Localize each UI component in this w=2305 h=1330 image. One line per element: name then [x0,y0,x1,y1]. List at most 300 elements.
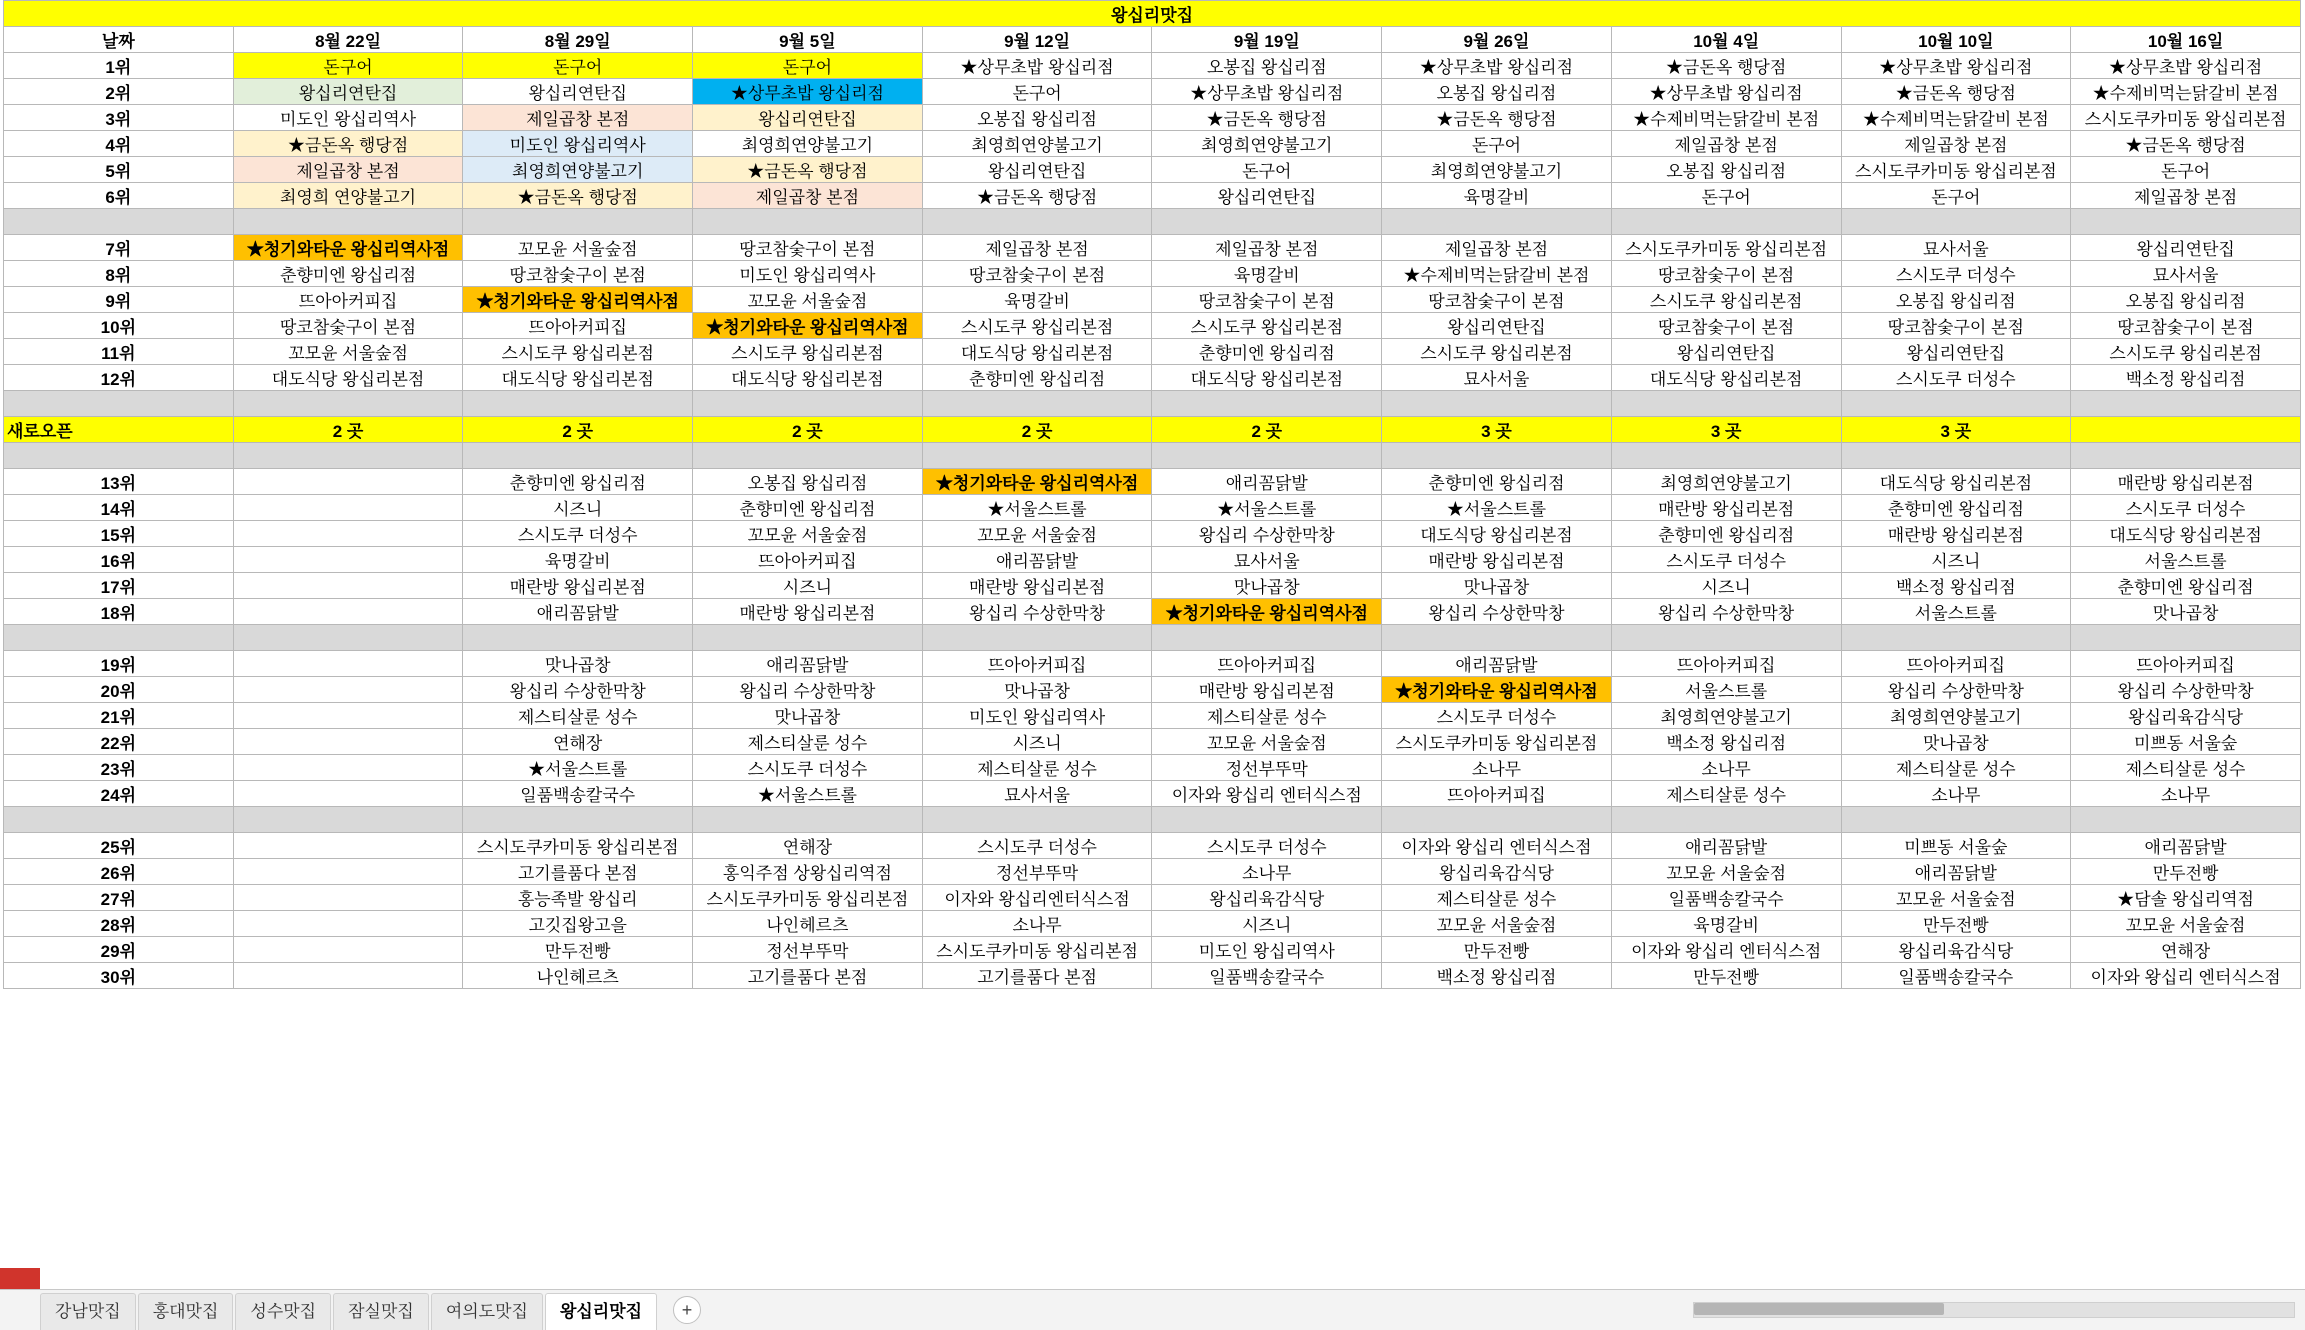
restaurant-cell[interactable]: 춘향미엔 왕십리점 [922,365,1152,391]
restaurant-cell[interactable]: 최영희연양불고기 [1611,469,1841,495]
header-date-5[interactable]: 9월 19일 [1152,27,1382,53]
restaurant-cell[interactable]: ★수제비먹는닭갈비 본점 [2071,79,2301,105]
header-date-3[interactable]: 9월 5일 [693,27,923,53]
restaurant-cell[interactable]: ★상무초밥 왕십리점 [2071,53,2301,79]
restaurant-cell[interactable]: 애리꼼닭발 [1152,469,1382,495]
header-date-6[interactable]: 9월 26일 [1382,27,1612,53]
restaurant-cell[interactable]: 소나무 [1152,859,1382,885]
new-open-count-1[interactable]: 2 곳 [233,417,463,443]
restaurant-cell[interactable] [233,547,463,573]
restaurant-cell[interactable]: 매란방 왕십리본점 [1382,547,1612,573]
restaurant-cell[interactable]: 스시도쿠 더성수 [1841,365,2071,391]
header-date-2[interactable]: 8월 29일 [463,27,693,53]
restaurant-cell[interactable]: 애리꼼닭발 [1611,833,1841,859]
new-open-count-9[interactable] [2071,417,2301,443]
restaurant-cell[interactable]: 제일곱창 본점 [2071,183,2301,209]
restaurant-cell[interactable]: 왕십리연탄집 [922,157,1152,183]
restaurant-cell[interactable]: 오봉집 왕십리점 [1611,157,1841,183]
restaurant-cell[interactable]: 맛나곱창 [2071,599,2301,625]
restaurant-cell[interactable]: 춘향미엔 왕십리점 [693,495,923,521]
sheet-tab-6[interactable]: 왕십리맛집 [545,1293,657,1330]
restaurant-cell[interactable]: 스시도쿠 왕십리본점 [463,339,693,365]
restaurant-cell[interactable] [233,833,463,859]
restaurant-cell[interactable]: 왕십리 수상한막창 [1611,599,1841,625]
restaurant-cell[interactable]: 스시도쿠 더성수 [1152,833,1382,859]
sheet-tab-5[interactable]: 여의도맛집 [431,1293,543,1330]
restaurant-cell[interactable]: 맛나곱창 [463,651,693,677]
restaurant-cell[interactable]: 꼬모윤 서울숲점 [1841,885,2071,911]
restaurant-cell[interactable]: 땅코참숯구이 본점 [1382,287,1612,313]
restaurant-cell[interactable]: 땅코참숯구이 본점 [2071,313,2301,339]
restaurant-cell[interactable]: 왕십리연탄집 [2071,235,2301,261]
restaurant-cell[interactable]: 땅코참숯구이 본점 [1611,261,1841,287]
restaurant-cell[interactable] [233,573,463,599]
restaurant-cell[interactable]: 서울스트롤 [1611,677,1841,703]
restaurant-cell[interactable]: 왕십리 수상한막창 [1152,521,1382,547]
restaurant-cell[interactable]: 대도식당 왕십리본점 [1152,365,1382,391]
restaurant-cell[interactable]: 꼬모윤 서울숲점 [463,235,693,261]
restaurant-cell[interactable]: 맛나곱창 [1841,729,2071,755]
restaurant-cell[interactable]: 육명갈비 [922,287,1152,313]
new-open-count-8[interactable]: 3 곳 [1841,417,2071,443]
restaurant-cell[interactable]: ★금돈옥 행당점 [922,183,1152,209]
restaurant-cell[interactable]: 대도식당 왕십리본점 [1841,469,2071,495]
restaurant-cell[interactable]: 미쁘동 서울숲 [2071,729,2301,755]
restaurant-cell[interactable]: ★수제비먹는닭갈비 본점 [1611,105,1841,131]
restaurant-cell[interactable]: 애리꼼닭발 [693,651,923,677]
restaurant-cell[interactable]: 대도식당 왕십리본점 [1611,365,1841,391]
add-sheet-icon[interactable]: + [673,1296,701,1324]
row-separator [922,443,1152,469]
restaurant-cell[interactable]: ★서울스트롤 [922,495,1152,521]
restaurant-cell[interactable]: ★청기와타운 왕십리역사점 [693,313,923,339]
restaurant-cell[interactable] [233,495,463,521]
restaurant-cell[interactable]: 왕십리 수상한막창 [463,677,693,703]
restaurant-cell[interactable]: 고기를품다 본점 [922,963,1152,989]
restaurant-cell[interactable]: 대도식당 왕십리본점 [693,365,923,391]
restaurant-cell[interactable]: 제스티살룬 성수 [1611,781,1841,807]
restaurant-cell[interactable]: 정선부뚜막 [1152,755,1382,781]
restaurant-cell[interactable]: 뜨아아커피집 [233,287,463,313]
restaurant-cell[interactable]: 오봉집 왕십리점 [1152,53,1382,79]
restaurant-cell[interactable]: ★상무초밥 왕십리점 [693,79,923,105]
restaurant-cell[interactable]: 스시도쿠 왕십리본점 [693,339,923,365]
restaurant-cell[interactable]: 최영희연양불고기 [463,157,693,183]
restaurant-cell[interactable]: 춘향미엔 왕십리점 [233,261,463,287]
restaurant-cell[interactable]: 왕십리연탄집 [233,79,463,105]
restaurant-cell[interactable]: 뜨아아커피집 [1152,651,1382,677]
restaurant-cell[interactable]: ★금돈옥 행당점 [233,131,463,157]
restaurant-cell[interactable] [233,781,463,807]
restaurant-cell[interactable]: ★청기와타운 왕십리역사점 [233,235,463,261]
restaurant-cell[interactable]: 애리꼼닭발 [922,547,1152,573]
restaurant-cell[interactable]: ★서울스트롤 [463,755,693,781]
restaurant-cell[interactable]: 왕십리연탄집 [1841,339,2071,365]
restaurant-cell[interactable]: ★금돈옥 행당점 [1382,105,1612,131]
restaurant-cell[interactable]: ★청기와타운 왕십리역사점 [1382,677,1612,703]
restaurant-cell[interactable]: 매란방 왕십리본점 [693,599,923,625]
restaurant-cell[interactable]: 백소정 왕십리점 [1841,573,2071,599]
restaurant-cell[interactable]: 일품백송칼국수 [1611,885,1841,911]
restaurant-cell[interactable]: 스시도쿠 왕십리본점 [2071,339,2301,365]
restaurant-cell[interactable]: 땅코참숯구이 본점 [1841,313,2071,339]
restaurant-cell[interactable]: 정선부뚜막 [693,937,923,963]
restaurant-cell[interactable]: 묘사서울 [1841,235,2071,261]
restaurant-cell[interactable]: 연해장 [693,833,923,859]
restaurant-cell[interactable]: 미도인 왕십리역사 [1152,937,1382,963]
restaurant-cell[interactable]: 만두전빵 [1611,963,1841,989]
restaurant-cell[interactable]: 애리꼼닭발 [1382,651,1612,677]
restaurant-cell[interactable]: 최영희연양불고기 [1382,157,1612,183]
restaurant-cell[interactable]: 육명갈비 [1152,261,1382,287]
restaurant-cell[interactable]: 땅코참숯구이 본점 [922,261,1152,287]
restaurant-cell[interactable]: 매란방 왕십리본점 [1841,521,2071,547]
restaurant-cell[interactable]: 뜨아아커피집 [2071,651,2301,677]
restaurant-cell[interactable]: 스시도쿠 더성수 [2071,495,2301,521]
restaurant-cell[interactable]: 제일곱창 본점 [1611,131,1841,157]
restaurant-cell[interactable]: 애리꼼닭발 [1841,859,2071,885]
restaurant-cell[interactable]: 뜨아아커피집 [922,651,1152,677]
restaurant-cell[interactable]: 스시도쿠 더성수 [1611,547,1841,573]
restaurant-cell[interactable]: 대도식당 왕십리본점 [1382,521,1612,547]
restaurant-cell[interactable]: 서울스트롤 [2071,547,2301,573]
restaurant-cell[interactable]: 땅코참숯구이 본점 [693,235,923,261]
restaurant-cell[interactable]: 스시도쿠 더성수 [693,755,923,781]
restaurant-cell[interactable]: 왕십리육감식당 [2071,703,2301,729]
restaurant-cell[interactable]: 최영희연양불고기 [1841,703,2071,729]
restaurant-cell[interactable] [233,469,463,495]
restaurant-cell[interactable]: 만두전빵 [463,937,693,963]
restaurant-cell[interactable]: 꼬모윤 서울숲점 [233,339,463,365]
restaurant-cell[interactable]: ★금돈옥 행당점 [2071,131,2301,157]
restaurant-cell[interactable]: 왕십리연탄집 [1152,183,1382,209]
restaurant-cell[interactable]: 이자와 왕십리 엔터식스점 [1611,937,1841,963]
restaurant-cell[interactable] [233,911,463,937]
restaurant-cell[interactable]: 백소정 왕십리점 [1382,963,1612,989]
restaurant-cell[interactable]: 미도인 왕십리역사 [693,261,923,287]
restaurant-cell[interactable]: 매란방 왕십리본점 [922,573,1152,599]
restaurant-cell[interactable]: 춘향미엔 왕십리점 [1152,339,1382,365]
header-date-1[interactable]: 8월 22일 [233,27,463,53]
restaurant-cell[interactable] [233,599,463,625]
restaurant-cell[interactable]: 춘향미엔 왕십리점 [1382,469,1612,495]
restaurant-cell[interactable]: 스시도쿠 더성수 [1841,261,2071,287]
restaurant-cell[interactable] [233,729,463,755]
restaurant-cell[interactable] [233,885,463,911]
restaurant-cell[interactable]: 백소정 왕십리점 [2071,365,2301,391]
restaurant-cell[interactable]: 이자와 왕십리 엔터식스점 [2071,963,2301,989]
restaurant-cell[interactable]: 시즈니 [1611,573,1841,599]
restaurant-cell[interactable]: 오봉집 왕십리점 [1382,79,1612,105]
restaurant-cell[interactable]: 매란방 왕십리본점 [1611,495,1841,521]
restaurant-cell[interactable]: ★청기와타운 왕십리역사점 [1152,599,1382,625]
restaurant-cell[interactable]: 애리꼼닭발 [2071,833,2301,859]
restaurant-cell[interactable]: 돈구어 [1841,183,2071,209]
restaurant-cell[interactable]: 스시도쿠카미동 왕십리본점 [1382,729,1612,755]
restaurant-cell[interactable]: 제스티살룬 성수 [1152,703,1382,729]
restaurant-cell[interactable]: 만두전빵 [2071,859,2301,885]
restaurant-cell[interactable]: 꼬모윤 서울숲점 [1152,729,1382,755]
restaurant-cell[interactable]: 제스티살룬 성수 [693,729,923,755]
restaurant-cell[interactable]: 오봉집 왕십리점 [1841,287,2071,313]
header-date-9[interactable]: 10월 16일 [2071,27,2301,53]
restaurant-cell[interactable]: 대도식당 왕십리본점 [2071,521,2301,547]
restaurant-cell[interactable]: 춘향미엔 왕십리점 [463,469,693,495]
restaurant-cell[interactable]: 돈구어 [463,53,693,79]
header-date-7[interactable]: 10월 4일 [1611,27,1841,53]
new-open-count-6[interactable]: 3 곳 [1382,417,1612,443]
new-open-count-2[interactable]: 2 곳 [463,417,693,443]
restaurant-cell[interactable]: 소나무 [2071,781,2301,807]
restaurant-cell[interactable]: 뜨아아커피집 [1611,651,1841,677]
restaurant-cell[interactable]: 미도인 왕십리역사 [463,131,693,157]
restaurant-cell[interactable]: 고깃집왕고을 [463,911,693,937]
restaurant-cell[interactable]: ★금돈옥 행당점 [1152,105,1382,131]
restaurant-cell[interactable]: 스시도쿠카미동 왕십리본점 [2071,105,2301,131]
restaurant-cell[interactable] [233,677,463,703]
restaurant-cell[interactable]: 땅코참숯구이 본점 [233,313,463,339]
restaurant-cell[interactable]: 스시도쿠카미동 왕십리본점 [1841,157,2071,183]
restaurant-cell[interactable]: 고기를품다 본점 [693,963,923,989]
restaurant-cell[interactable]: 최영희연양불고기 [693,131,923,157]
sheet-tab-4[interactable]: 잠실맛집 [333,1293,429,1330]
restaurant-cell[interactable]: 왕십리연탄집 [693,105,923,131]
restaurant-cell[interactable]: 스시도쿠 왕십리본점 [1611,287,1841,313]
restaurant-cell[interactable]: 스시도쿠 왕십리본점 [922,313,1152,339]
restaurant-cell[interactable] [233,937,463,963]
restaurant-cell[interactable]: ★청기와타운 왕십리역사점 [463,287,693,313]
restaurant-cell[interactable]: 돈구어 [2071,157,2301,183]
restaurant-cell[interactable]: 꼬모윤 서울숲점 [1382,911,1612,937]
restaurant-cell[interactable]: 돈구어 [1152,157,1382,183]
restaurant-cell[interactable]: 시즈니 [1152,911,1382,937]
restaurant-cell[interactable] [233,963,463,989]
restaurant-cell[interactable]: ★서울스트롤 [1382,495,1612,521]
restaurant-cell[interactable]: 왕십리 수상한막창 [1841,677,2071,703]
restaurant-cell[interactable]: 꼬모윤 서울숲점 [693,521,923,547]
sheet-tab-2[interactable]: 홍대맛집 [138,1293,234,1330]
restaurant-cell[interactable]: 시즈니 [1841,547,2071,573]
restaurant-cell[interactable]: 미도인 왕십리역사 [233,105,463,131]
restaurant-cell[interactable]: 왕십리 수상한막창 [1382,599,1612,625]
restaurant-cell[interactable]: ★서울스트롤 [1152,495,1382,521]
restaurant-cell[interactable]: 땅코참숯구이 본점 [1611,313,1841,339]
restaurant-cell[interactable]: ★상무초밥 왕십리점 [1841,53,2071,79]
restaurant-cell[interactable]: 왕십리육감식당 [1841,937,2071,963]
restaurant-cell[interactable]: 서울스트롤 [1841,599,2071,625]
restaurant-cell[interactable]: 땅코참숯구이 본점 [1152,287,1382,313]
restaurant-cell[interactable]: 제스티살룬 성수 [463,703,693,729]
restaurant-cell[interactable]: 꼬모윤 서울숲점 [922,521,1152,547]
restaurant-cell[interactable]: 육명갈비 [1611,911,1841,937]
restaurant-cell[interactable]: 제스티살룬 성수 [1382,885,1612,911]
restaurant-cell[interactable]: 왕십리육감식당 [1382,859,1612,885]
restaurant-cell[interactable]: 애리꼼닭발 [463,599,693,625]
restaurant-cell[interactable]: 묘사서울 [922,781,1152,807]
restaurant-cell[interactable]: ★금돈옥 행당점 [693,157,923,183]
restaurant-cell[interactable]: 꼬모윤 서울숲점 [2071,911,2301,937]
restaurant-cell[interactable]: 돈구어 [233,53,463,79]
restaurant-cell[interactable]: 스시도쿠카미동 왕십리본점 [693,885,923,911]
restaurant-cell[interactable]: 이자와 왕십리 엔터식스점 [1382,833,1612,859]
restaurant-cell[interactable] [233,651,463,677]
restaurant-cell[interactable]: 고기를품다 본점 [463,859,693,885]
restaurant-cell[interactable]: 매란방 왕십리본점 [1152,677,1382,703]
restaurant-cell[interactable]: 일품백송칼국수 [463,781,693,807]
restaurant-cell[interactable]: 제일곱창 본점 [922,235,1152,261]
restaurant-cell[interactable]: 소나무 [922,911,1152,937]
restaurant-cell[interactable]: 돈구어 [1382,131,1612,157]
restaurant-cell[interactable]: ★금돈옥 행당점 [463,183,693,209]
restaurant-cell[interactable]: 시즈니 [693,573,923,599]
restaurant-cell[interactable]: 일품백송칼국수 [1841,963,2071,989]
restaurant-cell[interactable]: 묘사서울 [2071,261,2301,287]
restaurant-cell[interactable]: 스시도쿠 왕십리본점 [1152,313,1382,339]
restaurant-cell[interactable]: ★담솔 왕십리역점 [2071,885,2301,911]
restaurant-cell[interactable]: 맛나곱창 [922,677,1152,703]
restaurant-cell[interactable] [233,859,463,885]
restaurant-cell[interactable]: 돈구어 [693,53,923,79]
restaurant-cell[interactable]: 제일곱창 본점 [233,157,463,183]
restaurant-cell[interactable]: 일품백송칼국수 [1152,963,1382,989]
restaurant-cell[interactable]: 스시도쿠카미동 왕십리본점 [922,937,1152,963]
restaurant-cell[interactable]: 연해장 [463,729,693,755]
restaurant-cell[interactable]: ★금돈옥 행당점 [1611,53,1841,79]
restaurant-cell[interactable]: 춘향미엔 왕십리점 [1841,495,2071,521]
restaurant-cell[interactable]: ★청기와타운 왕십리역사점 [922,469,1152,495]
restaurant-cell[interactable]: 백소정 왕십리점 [1611,729,1841,755]
restaurant-cell[interactable]: 제스티살룬 성수 [1841,755,2071,781]
restaurant-cell[interactable]: 미도인 왕십리역사 [922,703,1152,729]
restaurant-cell[interactable]: 나인헤르츠 [693,911,923,937]
restaurant-cell[interactable]: 춘향미엔 왕십리점 [2071,573,2301,599]
restaurant-cell[interactable]: 스시도쿠 더성수 [463,521,693,547]
restaurant-cell[interactable]: ★상무초밥 왕십리점 [1152,79,1382,105]
restaurant-cell[interactable]: 정선부뚜막 [922,859,1152,885]
new-open-count-3[interactable]: 2 곳 [693,417,923,443]
restaurant-cell[interactable]: 최영희 연양불고기 [233,183,463,209]
restaurant-cell[interactable]: 미쁘동 서울숲 [1841,833,2071,859]
restaurant-cell[interactable]: 이자와 왕십리 엔터식스점 [1152,781,1382,807]
horizontal-scroll-area[interactable] [1693,1302,2295,1318]
restaurant-cell[interactable]: ★수제비먹는닭갈비 본점 [1382,261,1612,287]
restaurant-cell[interactable]: 제일곱창 본점 [1152,235,1382,261]
restaurant-cell[interactable]: 오봉집 왕십리점 [922,105,1152,131]
restaurant-cell[interactable]: 맛나곱창 [1382,573,1612,599]
restaurant-cell[interactable]: 돈구어 [922,79,1152,105]
restaurant-cell[interactable]: 스시도쿠 더성수 [922,833,1152,859]
restaurant-cell[interactable]: 왕십리 수상한막창 [693,677,923,703]
restaurant-cell[interactable]: 땅코참숯구이 본점 [463,261,693,287]
restaurant-cell[interactable]: 시즈니 [922,729,1152,755]
restaurant-cell[interactable]: 제스티살룬 성수 [2071,755,2301,781]
restaurant-cell[interactable]: 대도식당 왕십리본점 [233,365,463,391]
restaurant-cell[interactable]: 오봉집 왕십리점 [693,469,923,495]
restaurant-cell[interactable]: 매란방 왕십리본점 [463,573,693,599]
restaurant-cell[interactable]: ★금돈옥 행당점 [1841,79,2071,105]
restaurant-cell[interactable]: 왕십리연탄집 [1382,313,1612,339]
restaurant-cell[interactable]: 나인헤르츠 [463,963,693,989]
new-open-count-4[interactable]: 2 곳 [922,417,1152,443]
header-date-8[interactable]: 10월 10일 [1841,27,2071,53]
restaurant-cell[interactable]: 육명갈비 [463,547,693,573]
restaurant-cell[interactable]: 뜨아아커피집 [1382,781,1612,807]
restaurant-cell[interactable]: 매란방 왕십리본점 [2071,469,2301,495]
restaurant-cell[interactable]: 최영희연양불고기 [1611,703,1841,729]
horizontal-scrollbar[interactable] [1693,1302,2295,1318]
restaurant-cell[interactable]: 뜨아아커피집 [1841,651,2071,677]
restaurant-cell[interactable]: 왕십리연탄집 [1611,339,1841,365]
restaurant-cell[interactable]: 만두전빵 [1382,937,1612,963]
restaurant-cell[interactable]: 왕십리육감식당 [1152,885,1382,911]
restaurant-cell[interactable]: 왕십리 수상한막창 [2071,677,2301,703]
sheet-tab-1[interactable]: 강남맛집 [40,1293,136,1330]
restaurant-cell[interactable]: 최영희연양불고기 [1152,131,1382,157]
restaurant-cell[interactable] [233,703,463,729]
restaurant-cell[interactable]: 소나무 [1841,781,2071,807]
restaurant-cell[interactable]: 소나무 [1382,755,1612,781]
restaurant-cell[interactable] [233,521,463,547]
scrollbar-thumb[interactable] [1694,1303,1944,1315]
restaurant-cell[interactable]: ★서울스트롤 [693,781,923,807]
restaurant-cell[interactable]: 대도식당 왕십리본점 [922,339,1152,365]
restaurant-cell[interactable]: 맛나곱창 [1152,573,1382,599]
restaurant-cell[interactable]: 제일곱창 본점 [463,105,693,131]
restaurant-cell[interactable]: 뜨아아커피집 [463,313,693,339]
restaurant-cell[interactable]: 소나무 [1611,755,1841,781]
restaurant-cell[interactable]: 홍익주점 상왕십리역점 [693,859,923,885]
restaurant-cell[interactable]: 맛나곱창 [693,703,923,729]
restaurant-cell[interactable]: 꼬모윤 서울숲점 [1611,859,1841,885]
restaurant-cell[interactable]: 꼬모윤 서울숲점 [693,287,923,313]
restaurant-cell[interactable]: 연해장 [2071,937,2301,963]
restaurant-cell[interactable]: 오봉집 왕십리점 [2071,287,2301,313]
restaurant-cell[interactable]: 제일곱창 본점 [693,183,923,209]
header-date-label[interactable]: 날짜 [4,27,234,53]
restaurant-cell[interactable]: 제스티살룬 성수 [922,755,1152,781]
restaurant-cell[interactable]: ★수제비먹는닭갈비 본점 [1841,105,2071,131]
new-open-count-5[interactable]: 2 곳 [1152,417,1382,443]
restaurant-cell[interactable]: 왕십리연탄집 [463,79,693,105]
restaurant-cell[interactable]: 이자와 왕십리엔터식스점 [922,885,1152,911]
restaurant-cell[interactable]: 왕십리 수상한막창 [922,599,1152,625]
restaurant-cell[interactable]: 제일곱창 본점 [1382,235,1612,261]
restaurant-cell[interactable]: 돈구어 [1611,183,1841,209]
restaurant-cell[interactable]: 제일곱창 본점 [1841,131,2071,157]
restaurant-cell[interactable]: 뜨아아커피집 [693,547,923,573]
restaurant-cell[interactable]: 만두전빵 [1841,911,2071,937]
restaurant-cell[interactable]: 춘향미엔 왕십리점 [1611,521,1841,547]
header-date-4[interactable]: 9월 12일 [922,27,1152,53]
restaurant-cell[interactable]: ★상무초밥 왕십리점 [922,53,1152,79]
restaurant-cell[interactable]: 대도식당 왕십리본점 [463,365,693,391]
restaurant-cell[interactable]: 시즈니 [463,495,693,521]
restaurant-cell[interactable]: 육명갈비 [1382,183,1612,209]
restaurant-cell[interactable]: ★상무초밥 왕십리점 [1382,53,1612,79]
restaurant-cell[interactable] [233,755,463,781]
sheet-tab-3[interactable]: 성수맛집 [235,1293,331,1330]
restaurant-cell[interactable]: ★상무초밥 왕십리점 [1611,79,1841,105]
restaurant-cell[interactable]: 묘사서울 [1382,365,1612,391]
restaurant-cell[interactable]: 묘사서울 [1152,547,1382,573]
restaurant-cell[interactable]: 스시도쿠 더성수 [1382,703,1612,729]
restaurant-cell[interactable]: 스시도쿠 왕십리본점 [1382,339,1612,365]
restaurant-cell[interactable]: 최영희연양불고기 [922,131,1152,157]
new-open-count-7[interactable]: 3 곳 [1611,417,1841,443]
restaurant-cell[interactable]: 스시도쿠카미동 왕십리본점 [463,833,693,859]
restaurant-cell[interactable]: 스시도쿠카미동 왕십리본점 [1611,235,1841,261]
restaurant-cell[interactable]: 홍능족발 왕십리 [463,885,693,911]
